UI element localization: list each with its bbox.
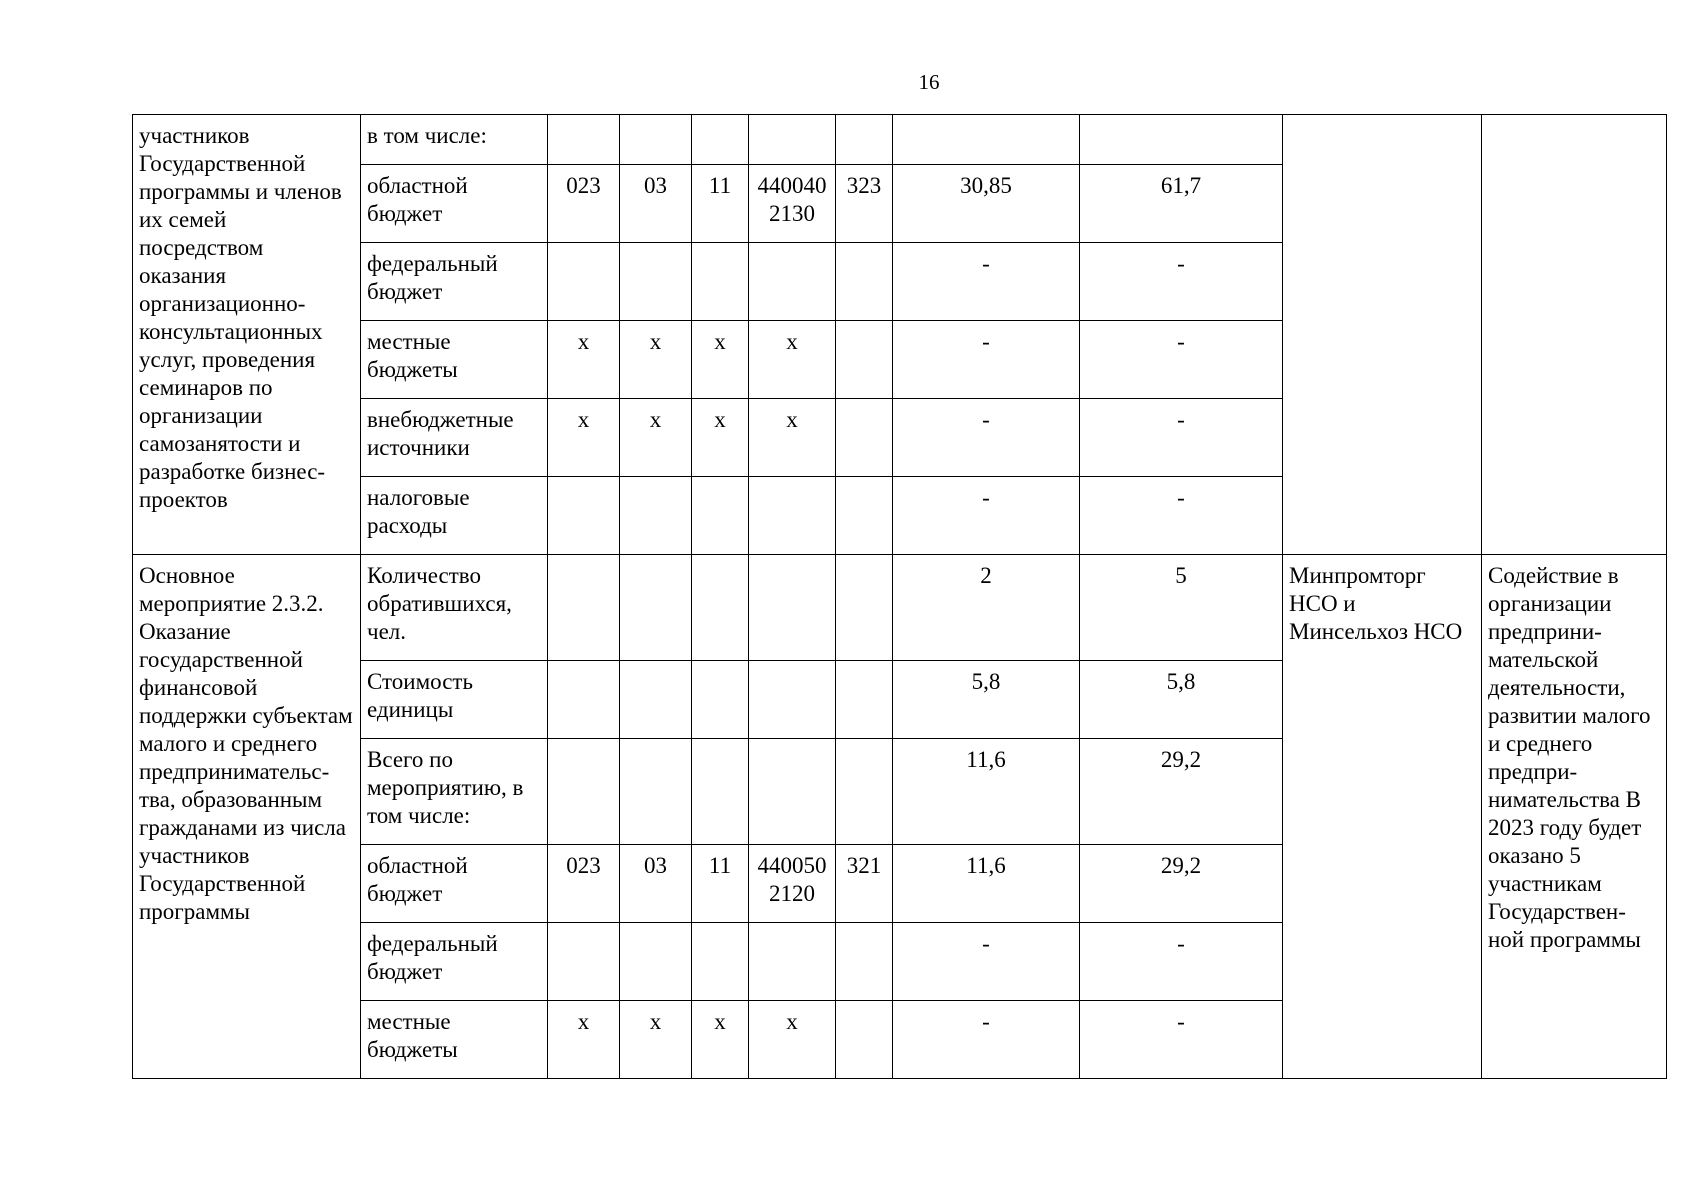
row-label: налоговые расходы [361,477,548,555]
value-cell: 5 [1080,555,1283,661]
code-cell [749,477,836,555]
code-cell: х [620,1001,692,1079]
value-cell: - [893,477,1080,555]
code-cell [620,661,692,739]
value-cell: - [893,243,1080,321]
section2-result: Содействие в организации предприни-мательской деятельности, развитии малого и среднего предпри-нимательства В 2023 году будет оказано 5 участникам Государствен-ной программы [1482,555,1667,1079]
code-cell: х [548,399,620,477]
section1-executor [1283,115,1482,555]
row-label: областной бюджет [361,845,548,923]
code-cell: 023 [548,165,620,243]
row-label: федеральный бюджет [361,243,548,321]
section2-description: Основное мероприятие 2.3.2. Оказание государственной финансовой поддержки субъектам малого и среднего предпринимательс-тва, образованным гражданами из числа участников Государственной программы [133,555,361,1079]
code-cell [548,661,620,739]
value-cell: - [1080,477,1283,555]
value-cell: - [893,923,1080,1001]
value-cell: - [1080,1001,1283,1079]
code-cell [548,923,620,1001]
value-cell: - [893,321,1080,399]
value-cell: - [893,399,1080,477]
code-cell [836,555,893,661]
code-cell: х [749,321,836,399]
code-cell: 321 [836,845,893,923]
code-cell [548,739,620,845]
value-cell: 29,2 [1080,739,1283,845]
code-cell [620,923,692,1001]
value-cell: - [1080,399,1283,477]
code-cell [749,555,836,661]
value-cell: 11,6 [893,845,1080,923]
code-cell: х [692,321,749,399]
code-cell: 023 [548,845,620,923]
value-cell: - [1080,321,1283,399]
row-label: областной бюджет [361,165,548,243]
code-cell [836,661,893,739]
code-cell: х [692,399,749,477]
code-cell: 03 [620,165,692,243]
code-cell [836,115,893,165]
table-row [133,115,1667,165]
row-label: Количество обратившихся, чел. [361,555,548,661]
value-cell: 30,85 [893,165,1080,243]
value-cell: - [1080,243,1283,321]
row-label: местные бюджеты [361,1001,548,1079]
code-cell [836,399,893,477]
code-cell: 323 [836,165,893,243]
value-cell [893,115,1080,165]
code-cell: 440050 2120 [749,845,836,923]
table-row [133,555,1667,661]
section2-executor: Минпромторг НСО и Минсельхоз НСО [1283,555,1482,1079]
value-cell: 61,7 [1080,165,1283,243]
value-cell: 29,2 [1080,845,1283,923]
code-cell [620,555,692,661]
code-cell [692,555,749,661]
value-cell: - [1080,923,1283,1001]
code-cell [620,243,692,321]
value-cell: 2 [893,555,1080,661]
row-label: Всего по мероприятию, в том числе: [361,739,548,845]
code-cell [749,115,836,165]
code-cell [548,243,620,321]
code-cell: х [749,1001,836,1079]
code-cell: 11 [692,165,749,243]
code-cell: х [749,399,836,477]
code-cell: 440040 2130 [749,165,836,243]
value-cell: - [893,1001,1080,1079]
table-body [133,115,1667,1079]
code-cell [692,243,749,321]
code-cell [692,739,749,845]
code-cell [620,477,692,555]
code-cell [836,243,893,321]
code-cell [548,555,620,661]
value-cell: 5,8 [893,661,1080,739]
value-cell [1080,115,1283,165]
row-label: местные бюджеты [361,321,548,399]
value-cell: 5,8 [1080,661,1283,739]
code-cell [836,477,893,555]
value-cell: 11,6 [893,739,1080,845]
code-cell [749,661,836,739]
code-cell [692,661,749,739]
page-number: 16 [918,70,940,94]
section1-description: участников Государственной программы и членов их семей посредством оказания организационно-консультационных услуг, проведения семинаров по организации самозанятости и разработке бизнес-проектов [133,115,361,555]
row-label: внебюджетные источники [361,399,548,477]
code-cell [692,115,749,165]
code-cell: 11 [692,845,749,923]
code-cell: х [620,399,692,477]
code-cell [620,739,692,845]
code-cell: х [692,1001,749,1079]
budget-table [132,114,1667,1079]
code-cell [749,923,836,1001]
code-cell: 03 [620,845,692,923]
code-cell [836,923,893,1001]
code-cell [836,739,893,845]
code-cell [548,115,620,165]
code-cell [692,923,749,1001]
code-cell [836,321,893,399]
code-cell [620,115,692,165]
code-cell [749,243,836,321]
code-cell [836,1001,893,1079]
row-label: федеральный бюджет [361,923,548,1001]
code-cell [749,739,836,845]
row-label: в том числе: [361,115,548,165]
code-cell [692,477,749,555]
code-cell [548,477,620,555]
code-cell: х [548,321,620,399]
code-cell: х [620,321,692,399]
code-cell: х [548,1001,620,1079]
row-label: Стоимость единицы [361,661,548,739]
section1-result [1482,115,1667,555]
